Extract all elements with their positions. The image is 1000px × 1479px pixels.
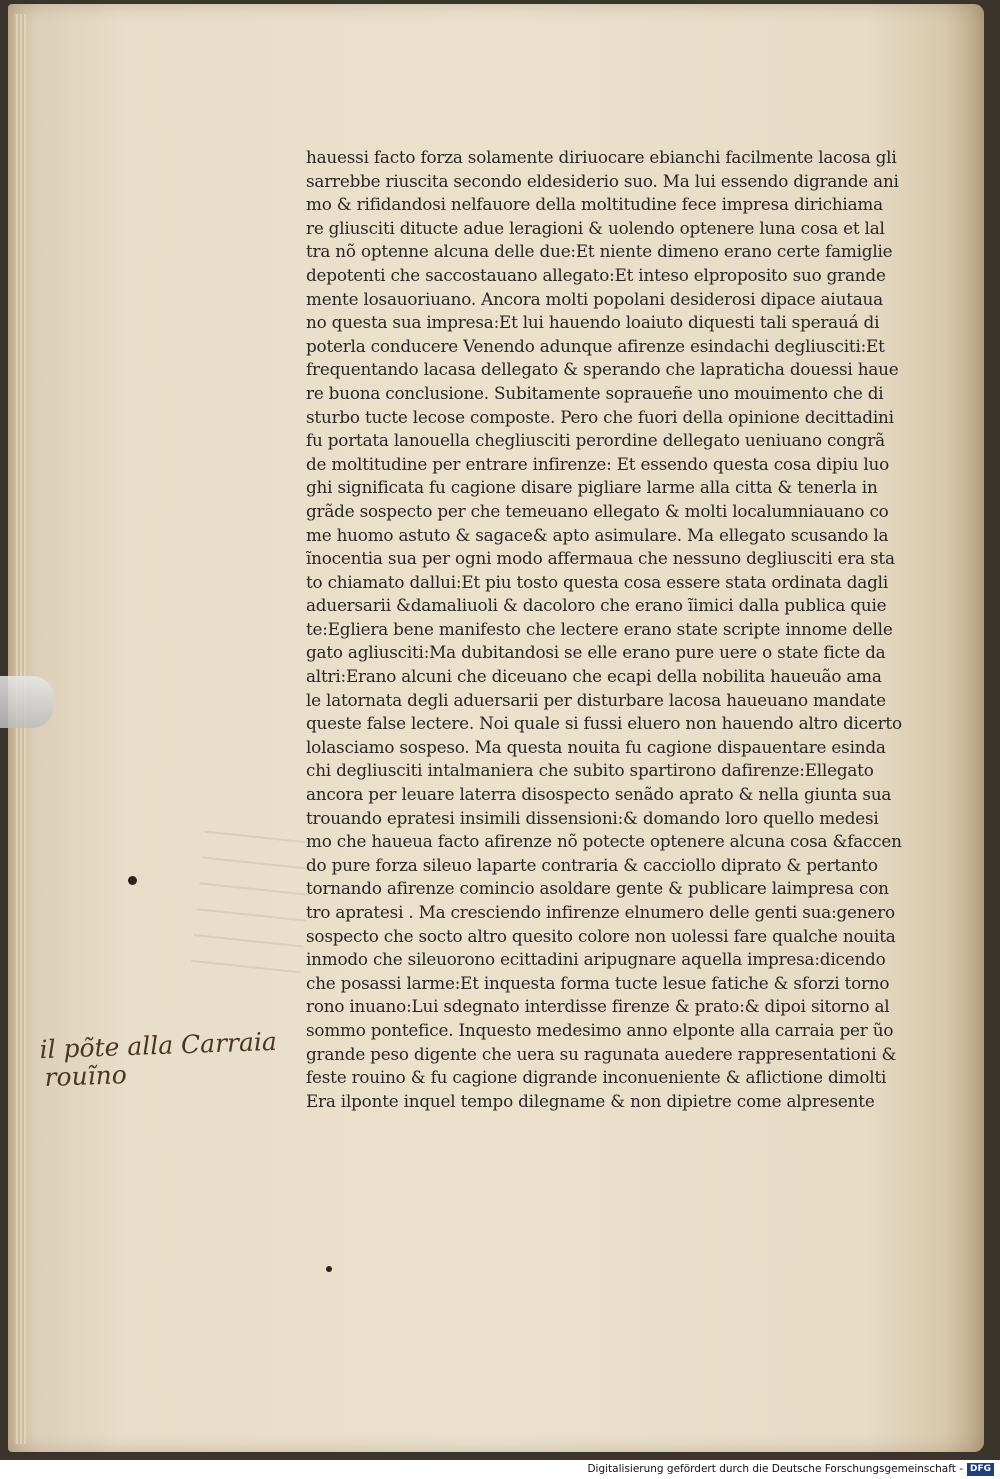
text-line: tro apratesi . Ma cresciendo infirenze elnumero delle genti sua:genero [306,902,895,922]
text-line: feste rouino & fu cagione digrande inconueniente & aflictione dimolti [306,1067,887,1088]
text-line: ĩnocentia sua per ogni modo affermaua che nessuno degliusciti era sta [306,548,895,569]
page-clip [0,676,54,728]
ink-spot [128,876,137,885]
text-line: de moltitudine per entrare infirenze: Et essendo questa cosa dipiu luo [306,453,890,474]
text-line: inmodo che sileuorono ecittadini aripugnare aquella impresa:dicendo [306,949,886,970]
text-line: poterla conducere Venendo adunque afirenze esindachi degliusciti:Et [306,335,885,356]
text-line: grande peso digente che uera su ragunata auedere rappresentationi & [306,1043,897,1064]
text-line: sturbo tucte lecose composte. Pero che fuori della opinione decittadini [306,406,894,427]
text-line: sarrebbe riuscita secondo eldesiderio suo. Ma lui essendo digrande ani [306,170,899,191]
text-line: to chiamato dallui:Et piu tosto questa cosa essere stata ordinata dagli [306,571,888,592]
text-line: rono inuano:Lui sdegnato interdisse firenze & prato:& dipoi sitorno al [306,996,890,1017]
ink-spot [326,1266,332,1272]
text-line: no questa sua impresa:Et lui hauendo loaiuto diquesti tali sperauá di [306,312,880,333]
text-line: sommo pontefice. Inquesto medesimo anno elponte alla carraia per ũo [306,1019,894,1040]
text-line: fu portata lanouella chegliusciti perordine dellegato ueniuano congrã [306,430,885,451]
text-line: trouando epratesi insimili dissensioni:& domando loro quello medesi [306,807,879,828]
page-stack-edge [14,14,26,1444]
text-line: che posassi larme:Et inquesta forma tucte lesue fatiche & sforzi torno [306,972,890,993]
text-line: ghi significata fu cagione disare pigliare larme alla citta & tenerla in [306,477,878,498]
text-line: re gliusciti ditucte adue leragioni & uolendo optenere luna cosa et lal [306,217,885,238]
text-line: grãde sospecto per che temeuano ellegato & molti localumniauano co [306,500,889,521]
text-line: Era ilponte inquel tempo dilegname & non dipietre come alpresente [306,1090,875,1111]
margin-note-line-2: rouĩno [44,1060,128,1092]
text-line: queste false lectere. Noi quale si fussi eluero non hauendo altro dicerto [306,713,902,734]
text-line: sospecto che socto altro quesito colore non uolessi fare qualche nouita [306,925,896,946]
text-line: te:Egliera bene manifesto che lectere erano state scripte innome delle [306,618,893,639]
footer-bar [0,1460,1000,1479]
text-line: tornando afirenze comincio asoldare gente & publicare laimpresa con [306,878,889,899]
text-line: mente losauoriuano. Ancora molti popolani desiderosi dipace aiutaua [306,288,883,309]
text-line: le latornata degli aduersarii per disturbare lacosa haueuano mandate [306,689,886,710]
text-line: me huomo astuto & sagace& apto asimulare. Ma ellegato scusando la [306,524,889,545]
text-line: frequentando lacasa dellegato & sperando che lapraticha douessi haue [306,359,899,380]
text-line: mo che haueua facto afirenze nõ potecte optenere alcuna cosa &faccen [306,831,902,852]
margin-note-line-1: il põte alla Carraia [39,1026,278,1065]
text-line: re buona conclusione. Subitamente sopraueñe uno mouimento che di [306,382,884,403]
text-line: lolasciamo sospeso. Ma questa nouita fu cagione dispauentare esinda [306,736,886,757]
bleed-through-text [190,819,315,980]
text-line: ancora per leuare laterra disospecto senãdo aprato & nella giunta sua [306,784,892,805]
text-line: mo & rifidandosi nelfauore della moltitudine fece impresa dirichiama [306,194,883,215]
text-line: altri:Erano alcuni che diceuano che ecapi della nobilita haueuão ama [306,666,882,687]
footer-credit-text: Digitalisierung gefördert durch die Deutsche Forschungsgemeinschaft - [587,1463,963,1475]
text-line: do pure forza sileuo laparte contraria & cacciollo diprato & pertanto [306,854,878,875]
text-line: hauessi facto forza solamente diriuocare ebianchi facilmente lacosa gli [306,147,897,167]
main-text-block [306,146,902,1113]
dfg-logo: DFG [967,1463,994,1476]
text-line: chi degliusciti intalmaniera che subito spartirono dafirenze:Ellegato [306,760,874,781]
text-line: aduersarii &damaliuoli & dacoloro che erano ĩimici dalla publica quie [306,595,887,616]
text-line: depotenti che saccostauano allegato:Et inteso elproposito suo grande [306,264,886,285]
text-line: gato agliusciti:Ma dubitandosi se elle erano pure uere o state ficte da [306,642,886,663]
handwritten-margin-note [39,1028,278,1092]
text-line: tra nõ optenne alcuna delle due:Et niente dimeno erano certe famiglie [306,241,893,262]
